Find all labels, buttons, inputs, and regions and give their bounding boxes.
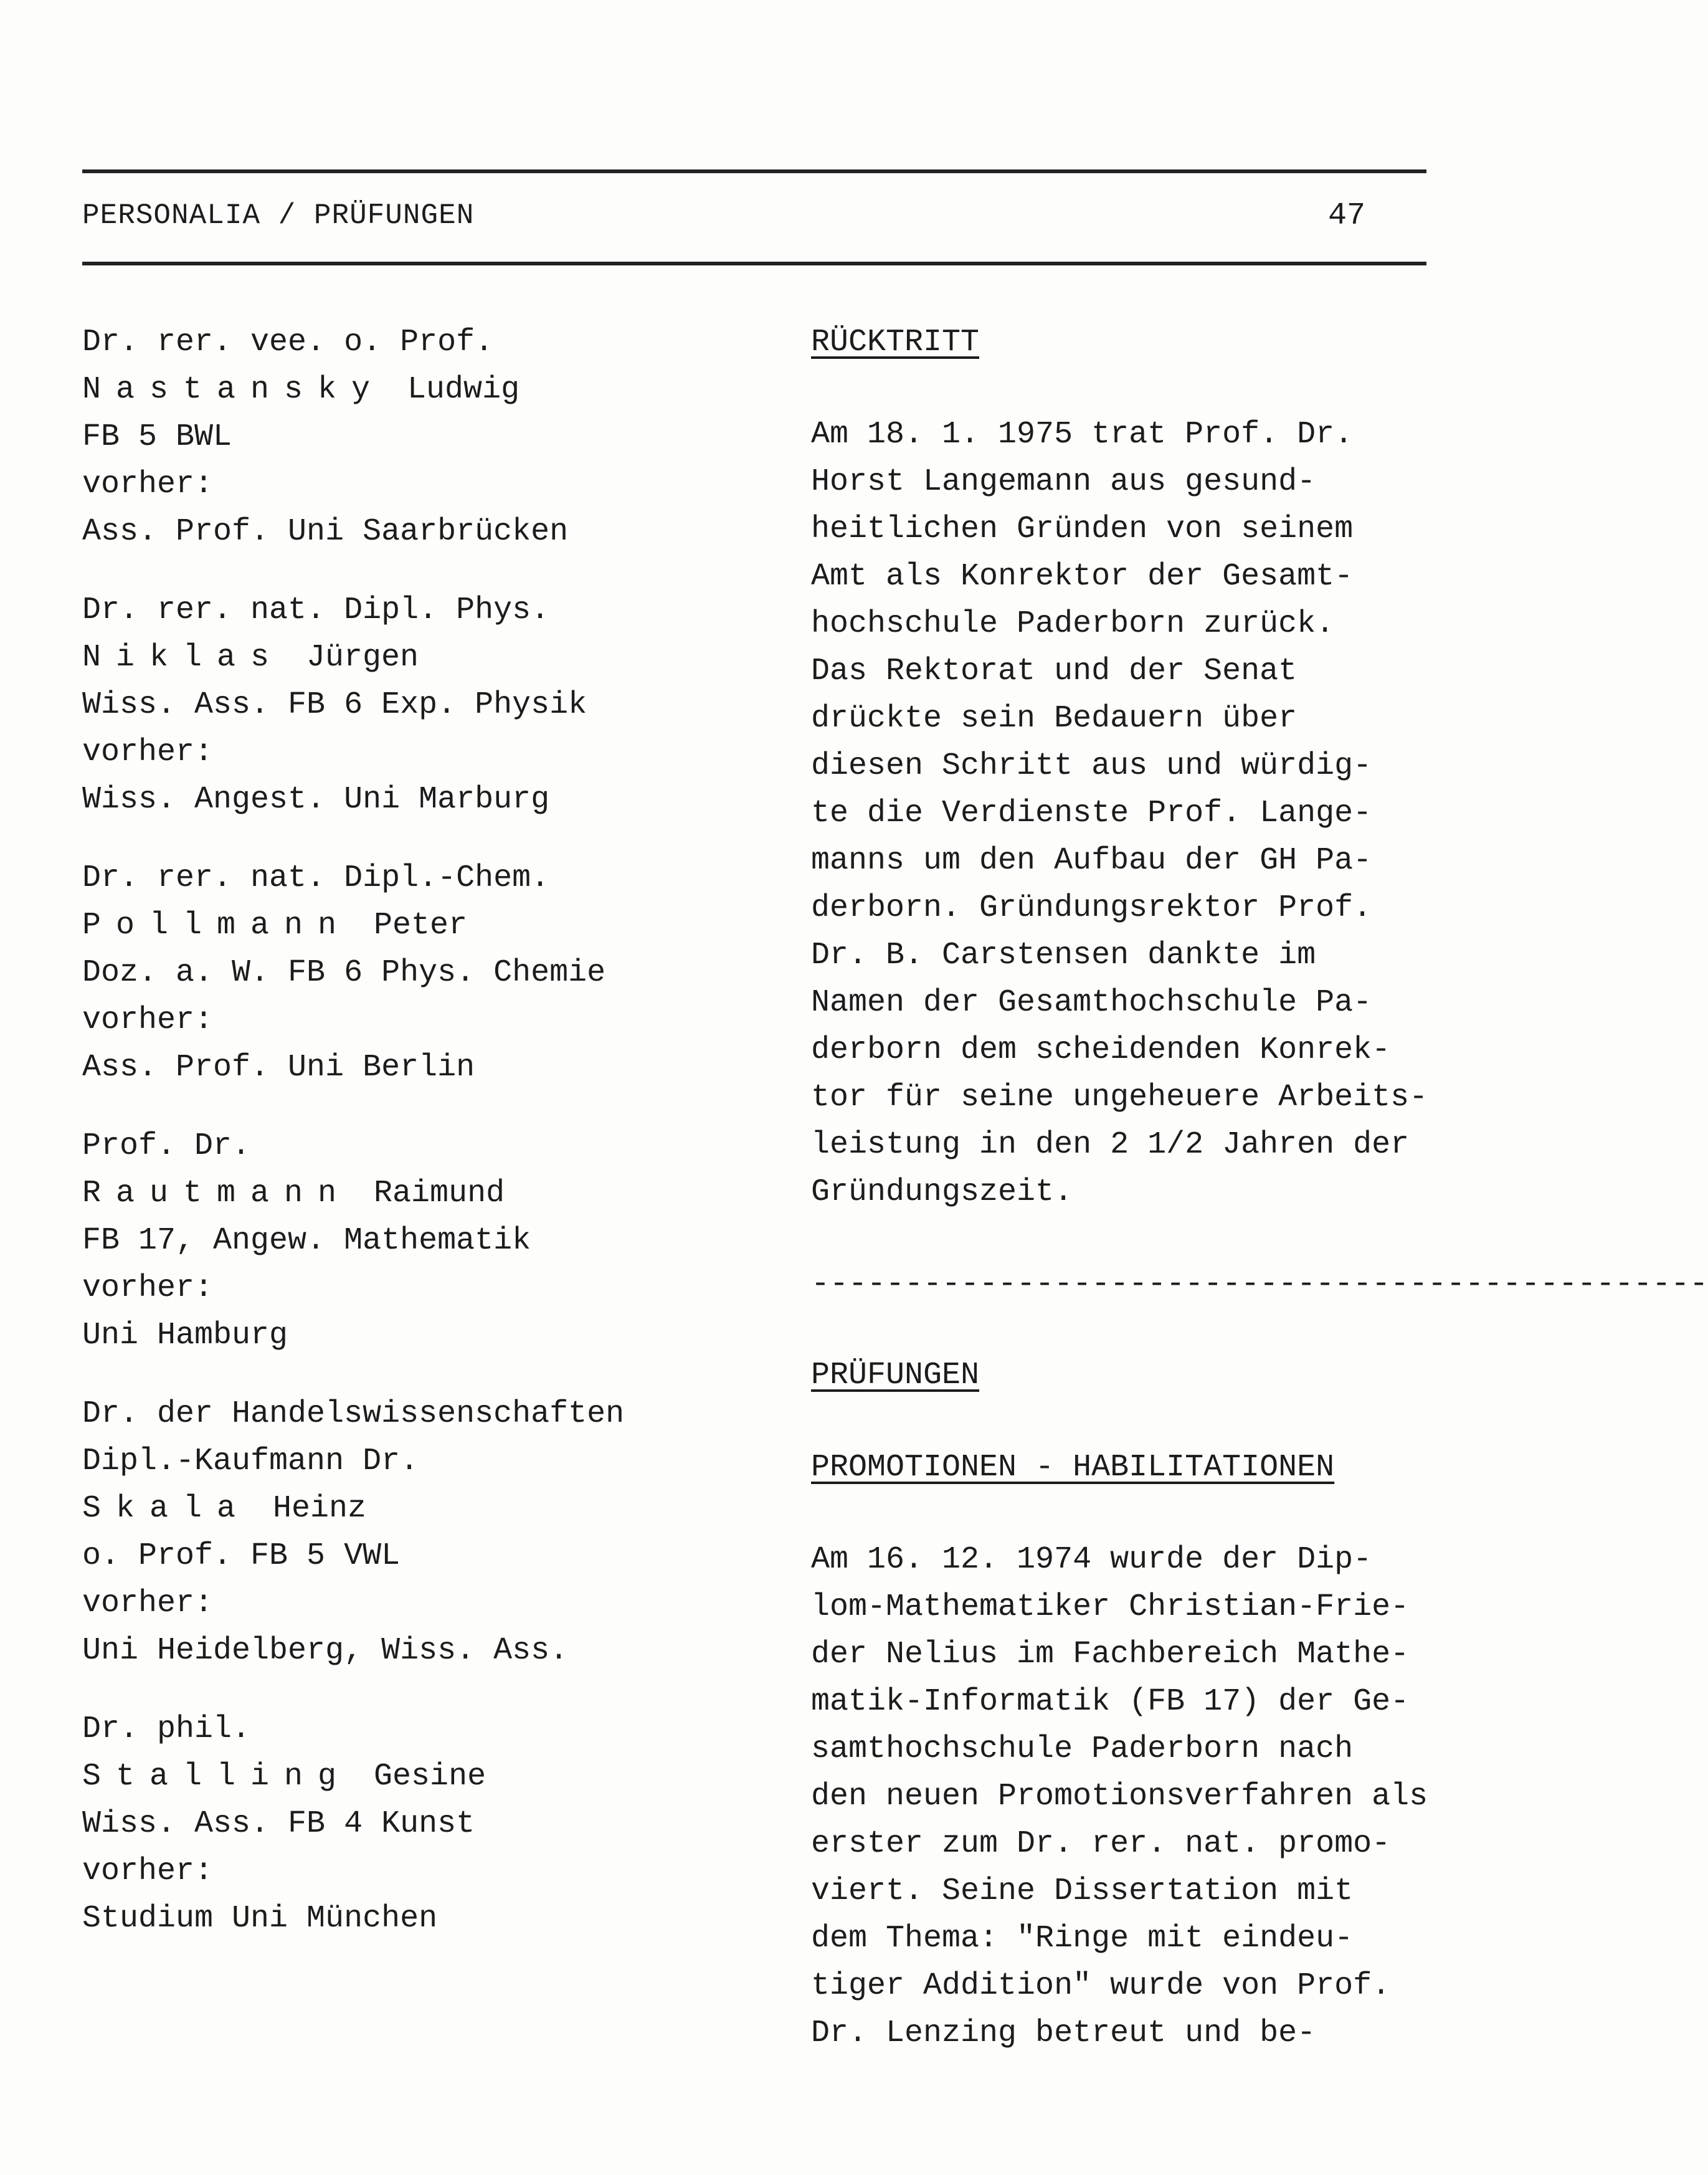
person-name-row (82, 634, 730, 682)
person-title: Dr. rer. nat. Dipl. Phys. (82, 593, 550, 628)
person-previous: Studium Uni München (82, 1901, 438, 1936)
text-line: Dr. B. Carstensen dankte im (811, 938, 1316, 973)
text-line: Amt als Konrektor der Gesamt- (811, 559, 1354, 594)
personalia-column (82, 319, 730, 1974)
text-line: hochschule Paderborn zurück. (811, 606, 1335, 642)
person-surname: Stalling (82, 1759, 352, 1794)
text-line: Namen der Gesamthochschule Pa- (811, 985, 1372, 1021)
person-name-row (82, 366, 730, 414)
text-line: samthochschule Paderborn nach (811, 1731, 1354, 1767)
promotionen-heading-block (811, 1444, 1446, 1492)
person-title: Dr. phil. (82, 1711, 251, 1747)
text-line: drückte sein Bedauern über (811, 701, 1298, 736)
person-previous-label: vorher: (82, 1854, 214, 1889)
text-line: Am 16. 12. 1974 wurde der Dip- (811, 1542, 1372, 1578)
person-surname: Pollmann (82, 908, 352, 943)
text-line: lom-Mathematiker Christian-Frie- (811, 1589, 1410, 1625)
ruecktritt-heading-block (811, 319, 1446, 366)
person-first-name: Jürgen (306, 640, 419, 675)
text-line: te die Verdienste Prof. Lange- (811, 796, 1372, 831)
person-previous-label: vorher: (82, 1586, 214, 1621)
person-previous: Wiss. Angest. Uni Marburg (82, 782, 550, 817)
running-head: PERSONALIA / PRÜFUNGEN (82, 199, 475, 232)
text-line: dem Thema: "Ringe mit eindeu- (811, 1921, 1354, 1956)
text-line: derborn. Gründungsrektor Prof. (811, 890, 1372, 926)
text-line: tor für seine ungeheuere Arbeits- (811, 1080, 1428, 1115)
text-line: Am 18. 1. 1975 trat Prof. Dr. (811, 417, 1354, 452)
text-line: erster zum Dr. rer. nat. promo- (811, 1826, 1391, 1862)
text-line: viert. Seine Dissertation mit (811, 1873, 1354, 1909)
person-title: Dr. rer. vee. o. Prof. (82, 325, 494, 360)
person-entry (82, 855, 730, 1092)
pruefungen-heading: PRÜFUNGEN (811, 1358, 980, 1393)
text-line: heitlichen Gründen von seinem (811, 512, 1354, 547)
person-first-name: Heinz (273, 1491, 367, 1526)
person-title: Dr. rer. nat. Dipl.-Chem. (82, 860, 550, 896)
person-previous-label: vorher: (82, 735, 214, 770)
text-line: den neuen Promotionsverfahren als (811, 1779, 1428, 1814)
person-name-row (82, 1485, 730, 1533)
text-line: Horst Langemann aus gesund- (811, 464, 1316, 500)
separator-line: ------------------------------------------------ (811, 1267, 1708, 1302)
pruefungen-heading-block (811, 1352, 1446, 1399)
person-position: Wiss. Ass. FB 4 Kunst (82, 1806, 475, 1842)
person-entry (82, 319, 730, 556)
person-entry (82, 1123, 730, 1359)
person-first-name: Ludwig (407, 372, 520, 407)
ruecktritt-heading: RÜCKTRITT (811, 325, 980, 360)
person-position: Wiss. Ass. FB 6 Exp. Physik (82, 687, 587, 723)
text-line: manns um den Aufbau der GH Pa- (811, 843, 1372, 878)
person-previous: Ass. Prof. Uni Berlin (82, 1050, 475, 1085)
news-column (811, 319, 1708, 2057)
text-line: Das Rektorat und der Senat (811, 654, 1298, 689)
person-title: Dr. der Handelswissenschaften (82, 1396, 625, 1432)
person-previous-label: vorher: (82, 467, 214, 502)
person-surname: Nastansky (82, 372, 386, 407)
text-line: der Nelius im Fachbereich Mathe- (811, 1637, 1410, 1672)
person-title-2: Dipl.-Kaufmann Dr. (82, 1444, 419, 1479)
text-line: tiger Addition" wurde von Prof. (811, 1968, 1391, 2004)
text-line: Dr. Lenzing betreut und be- (811, 2016, 1316, 2051)
promotionen-heading: PROMOTIONEN - HABILITATIONEN (811, 1450, 1335, 1485)
ruecktritt-text (811, 411, 1446, 1216)
person-first-name: Peter (374, 908, 468, 943)
person-surname: Niklas (82, 640, 285, 675)
header-rule-top (82, 169, 1426, 173)
person-position: FB 5 BWL (82, 419, 232, 455)
person-first-name: Raimund (374, 1176, 505, 1211)
text-line: leistung in den 2 1/2 Jahren der (811, 1127, 1410, 1163)
person-position: Doz. a. W. FB 6 Phys. Chemie (82, 955, 606, 991)
person-surname: Rautmann (82, 1176, 352, 1211)
person-name-row (82, 1753, 730, 1801)
person-previous-label: vorher: (82, 1270, 214, 1306)
person-first-name: Gesine (374, 1759, 486, 1794)
person-entry (82, 1391, 730, 1675)
pruefungen-text (811, 1536, 1446, 2057)
person-name-row (82, 902, 730, 949)
person-entry (82, 587, 730, 824)
person-previous: Uni Heidelberg, Wiss. Ass. (82, 1633, 569, 1668)
person-entry (82, 1706, 730, 1943)
text-line: Gründungszeit. (811, 1174, 1073, 1210)
person-previous: Uni Hamburg (82, 1318, 288, 1353)
person-name-row (82, 1170, 730, 1217)
person-title: Prof. Dr. (82, 1128, 251, 1164)
text-line: diesen Schritt aus und würdig- (811, 748, 1372, 784)
person-position: FB 17, Angew. Mathematik (82, 1223, 531, 1259)
person-surname: Skala (82, 1491, 251, 1526)
text-line: matik-Informatik (FB 17) der Ge- (811, 1684, 1410, 1720)
header-rule-bottom (82, 262, 1426, 265)
person-position: o. Prof. FB 5 VWL (82, 1538, 401, 1574)
text-line: derborn dem scheidenden Konrek- (811, 1032, 1391, 1068)
person-previous: Ass. Prof. Uni Saarbrücken (82, 514, 569, 550)
person-previous-label: vorher: (82, 1002, 214, 1038)
page-number: 47 (1328, 198, 1366, 234)
